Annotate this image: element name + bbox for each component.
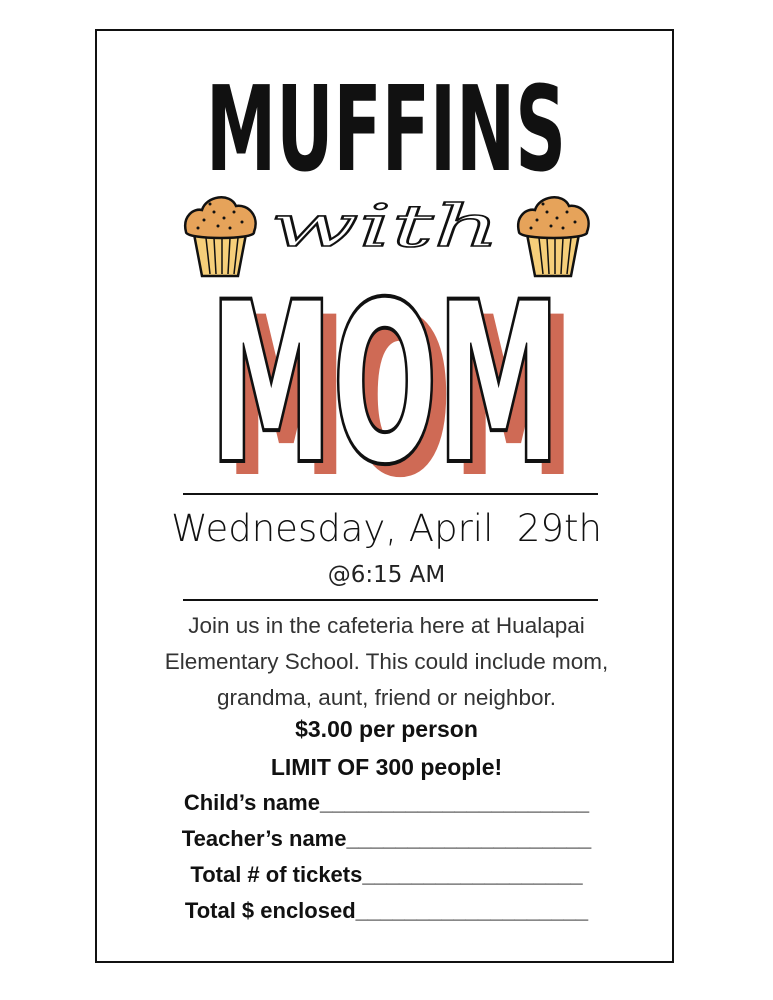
divider-top — [183, 493, 598, 495]
price-text: $3.00 per person — [295, 716, 478, 742]
limit-text: LIMIT OF 300 people! — [270, 754, 503, 780]
description-line: Join us in the cafeteria here at Hualapai — [188, 613, 585, 638]
form-field-child-name: Child’s name______________________ — [183, 790, 590, 815]
description-line: grandma, aunt, friend or neighbor. — [217, 685, 556, 710]
title-muffins-text: MUFFINS — [206, 68, 566, 188]
title-mom — [195, 282, 585, 482]
title-mom-shadow: MOM — [225, 282, 575, 482]
title-with-text: with — [270, 192, 500, 260]
form-field-teacher-name: Teacher’s name____________________ — [181, 826, 592, 851]
title-mom-inner: MOM — [210, 282, 560, 482]
form-field-tickets: Total # of tickets__________________ — [190, 862, 583, 887]
description-line: Elementary School. This could include mom, — [164, 649, 609, 674]
form-field-enclosed: Total $ enclosed___________________ — [184, 898, 589, 923]
muffin-icon — [180, 190, 260, 280]
title-mom-outline: MOM — [210, 282, 560, 482]
event-date: Wednesday, April 29th — [171, 507, 602, 550]
event-time: @6:15 AM — [327, 562, 446, 588]
muffin-icon — [513, 190, 593, 280]
title-with — [250, 168, 520, 278]
event-description — [140, 608, 633, 716]
divider-bottom — [183, 599, 598, 601]
